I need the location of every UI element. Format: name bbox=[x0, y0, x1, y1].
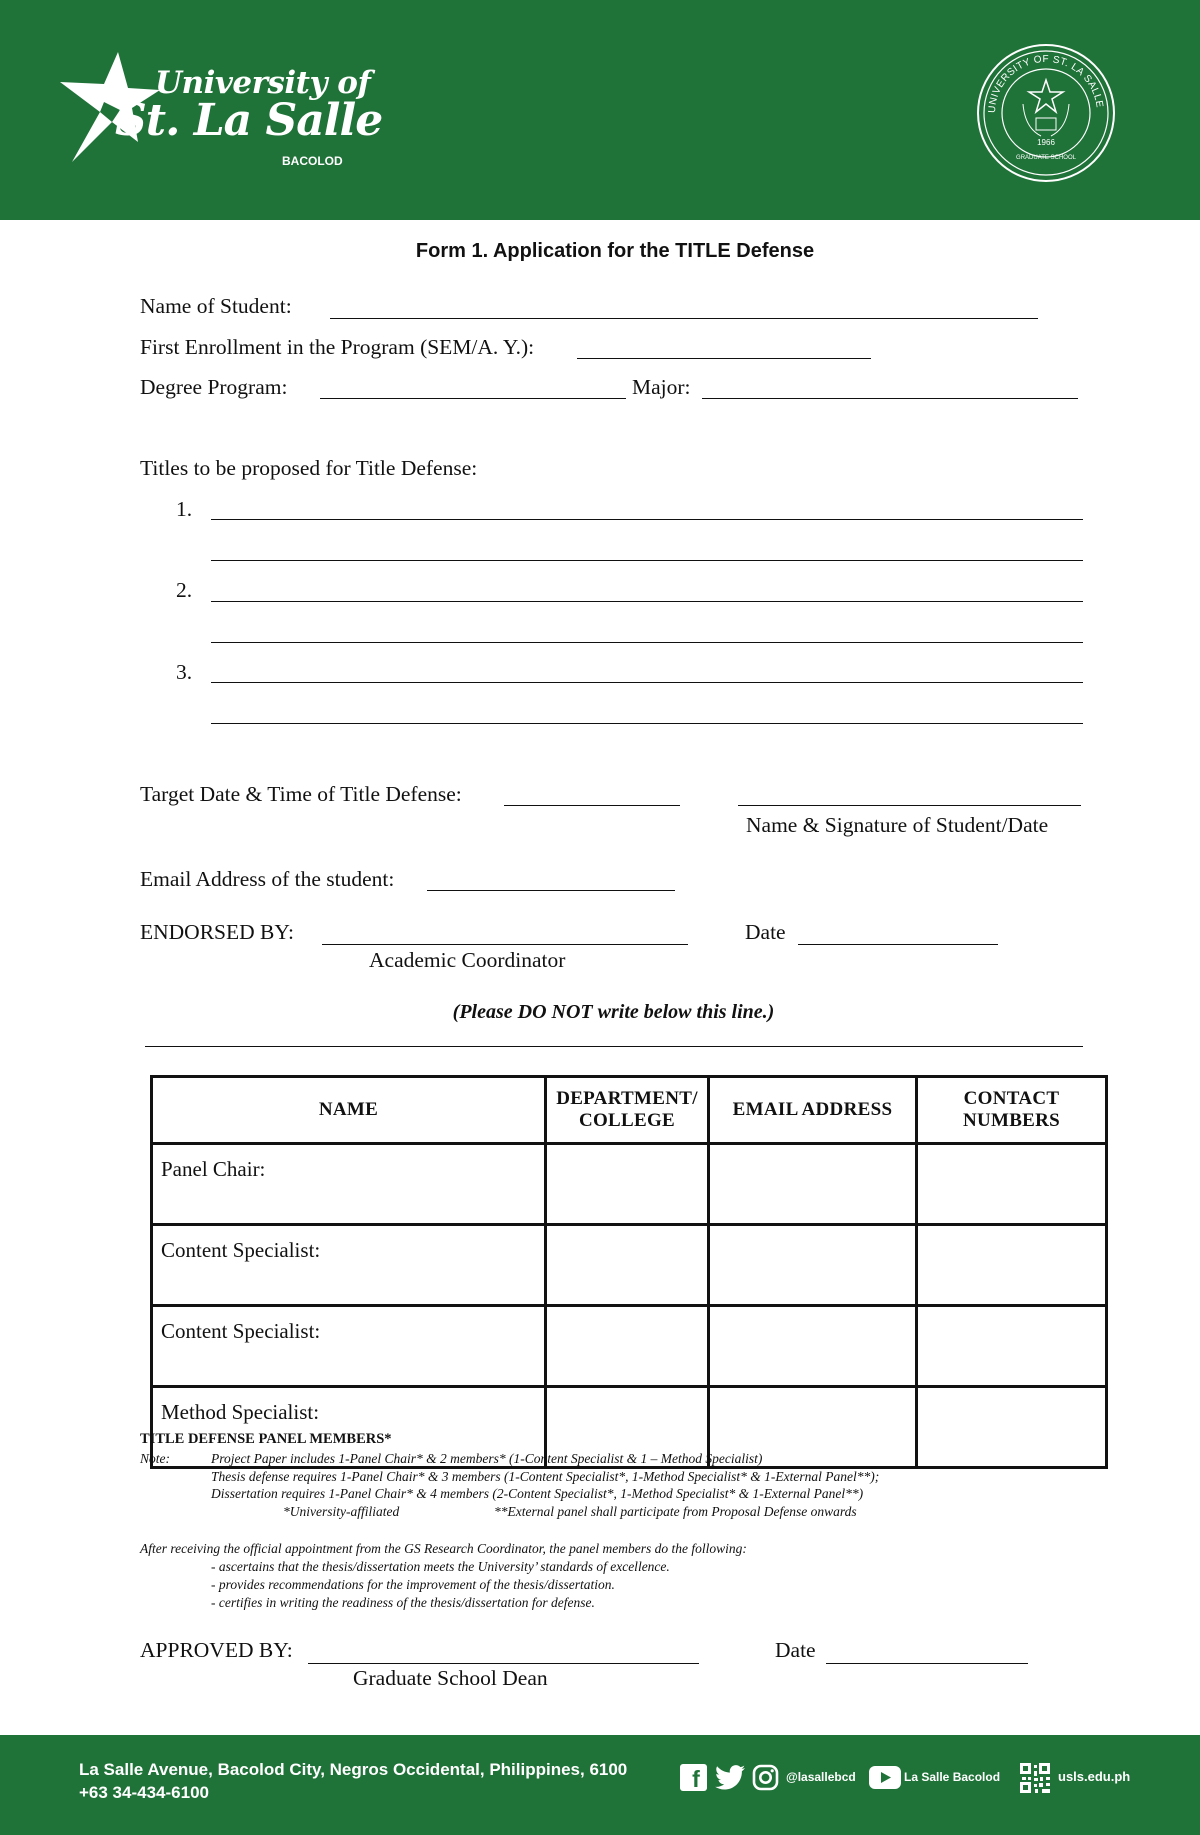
note-line-thesis: Thesis defense requires 1-Panel Chair* & 3 members (1-Content Specialist*, 1-Method Specialist* & 1-External Panel**); bbox=[211, 1469, 880, 1484]
social-handle[interactable]: @lasallebcd bbox=[786, 1770, 856, 1784]
table-row bbox=[152, 1225, 1107, 1306]
after-appointment-text: After receiving the official appointment from the GS Research Coordinator, the panel members do the following: bbox=[140, 1541, 747, 1556]
header-banner bbox=[0, 0, 1200, 220]
footer-address: La Salle Avenue, Bacolod City, Negros Occidental, Philippines, 6100 bbox=[79, 1760, 628, 1779]
graduate-school-seal-icon bbox=[975, 42, 1117, 184]
target-date-label: Target Date & Time of Title Defense: bbox=[140, 782, 462, 806]
department-cell[interactable] bbox=[546, 1306, 709, 1387]
approved-by-field[interactable] bbox=[308, 1663, 699, 1664]
seal-ring-text: UNIVERSITY OF ST. LA SALLE bbox=[986, 53, 1105, 114]
contact-cell[interactable] bbox=[917, 1144, 1107, 1225]
degree-program-label: Degree Program: bbox=[140, 375, 288, 399]
title-number-1: 1. bbox=[176, 497, 193, 521]
form-title: Form 1. Application for the TITLE Defense bbox=[415, 240, 815, 262]
twitter-icon[interactable] bbox=[715, 1765, 745, 1790]
youtube-icon[interactable] bbox=[869, 1766, 901, 1789]
title-1-line-2[interactable] bbox=[211, 560, 1083, 561]
seal-bottom-text: GRADUATE SCHOOL bbox=[1016, 155, 1076, 161]
titles-proposed-label: Titles to be proposed for Title Defense: bbox=[140, 456, 478, 480]
endorsed-by-field[interactable] bbox=[322, 944, 688, 945]
target-date-field[interactable] bbox=[504, 805, 680, 806]
header-department-college: DEPARTMENT/ COLLEGE bbox=[546, 1077, 709, 1144]
note-line-project-paper: Project Paper includes 1-Panel Chair* & 2 members* (1-Content Specialist & 1 – Method Specialist) bbox=[211, 1451, 763, 1466]
seal-year: 1966 bbox=[1037, 138, 1055, 147]
endorsed-by-label: ENDORSED BY: bbox=[140, 920, 294, 944]
logo-line-university: University of bbox=[155, 65, 371, 101]
graduate-school-dean-caption: Graduate School Dean bbox=[353, 1666, 548, 1690]
email-cell[interactable] bbox=[709, 1225, 917, 1306]
website-url[interactable]: usls.edu.ph bbox=[1058, 1769, 1131, 1784]
department-cell[interactable] bbox=[546, 1225, 709, 1306]
first-enrollment-field[interactable] bbox=[577, 358, 871, 359]
duty-bullet-1: - ascertains that the thesis/dissertation meets the University’ standards of excellence. bbox=[211, 1559, 670, 1574]
major-field[interactable] bbox=[702, 398, 1078, 399]
major-label: Major: bbox=[632, 375, 691, 399]
email-address-label: Email Address of the student: bbox=[140, 867, 395, 891]
cutoff-divider bbox=[145, 1046, 1083, 1047]
header-contact-numbers: CONTACT NUMBERS bbox=[917, 1077, 1107, 1144]
first-enrollment-label: First Enrollment in the Program (SEM/A. Y.): bbox=[140, 335, 535, 359]
department-cell[interactable] bbox=[546, 1144, 709, 1225]
degree-program-field[interactable] bbox=[320, 398, 626, 399]
footnote-external-panel: **External panel shall participate from Proposal Defense onwards bbox=[494, 1504, 857, 1519]
duty-bullet-2: - provides recommendations for the improvement of the thesis/dissertation. bbox=[211, 1577, 615, 1592]
name-of-student-label: Name of Student: bbox=[140, 294, 292, 318]
title-3-line-1[interactable] bbox=[211, 682, 1083, 683]
footnote-university-affiliated: *University-affiliated bbox=[283, 1504, 400, 1519]
title-1-line-1[interactable] bbox=[211, 519, 1083, 520]
panel-members-table bbox=[150, 1075, 1108, 1469]
academic-coordinator-caption: Academic Coordinator bbox=[369, 948, 566, 972]
panel-chair-cell[interactable]: Panel Chair: bbox=[152, 1144, 546, 1225]
logo-line-bacolod: BACOLOD bbox=[282, 154, 343, 168]
qr-code-icon bbox=[1020, 1763, 1050, 1793]
title-2-line-2[interactable] bbox=[211, 642, 1083, 643]
note-line-dissertation: Dissertation requires 1-Panel Chair* & 4 members (2-Content Specialist*, 1-Method Specialist* & 1-External Panel**) bbox=[211, 1486, 864, 1501]
title-number-3: 3. bbox=[176, 660, 193, 684]
contact-cell[interactable] bbox=[917, 1225, 1107, 1306]
email-address-field[interactable] bbox=[427, 890, 675, 891]
signature-caption: Name & Signature of Student/Date bbox=[746, 813, 1049, 837]
title-2-line-1[interactable] bbox=[211, 601, 1083, 602]
youtube-channel-name[interactable]: La Salle Bacolod bbox=[904, 1770, 1001, 1784]
university-logo bbox=[60, 50, 383, 175]
instagram-icon[interactable] bbox=[752, 1764, 779, 1791]
logo-line-st-la-salle: St. La Salle bbox=[115, 95, 383, 146]
approved-by-label: APPROVED BY: bbox=[140, 1638, 293, 1662]
table-row bbox=[152, 1144, 1107, 1225]
contact-cell[interactable] bbox=[917, 1387, 1107, 1468]
footer-phone: +63 34-434-6100 bbox=[79, 1783, 209, 1802]
name-of-student-field[interactable] bbox=[330, 318, 1038, 319]
email-cell[interactable] bbox=[709, 1306, 917, 1387]
method-specialist-cell[interactable]: Method Specialist: bbox=[152, 1387, 546, 1468]
table-header-row bbox=[152, 1077, 1107, 1144]
panel-members-heading: TITLE DEFENSE PANEL MEMBERS* bbox=[140, 1431, 392, 1447]
title-3-line-2[interactable] bbox=[211, 723, 1083, 724]
endorsed-date-label: Date bbox=[745, 920, 786, 944]
facebook-icon[interactable]: f bbox=[680, 1764, 707, 1791]
header-email-address: EMAIL ADDRESS bbox=[709, 1077, 917, 1144]
approval-date-field[interactable] bbox=[826, 1663, 1028, 1664]
header-name: NAME bbox=[152, 1077, 546, 1144]
endorsed-date-field[interactable] bbox=[798, 944, 998, 945]
content-specialist-cell[interactable]: Content Specialist: bbox=[152, 1225, 546, 1306]
do-not-write-notice: (Please DO NOT write below this line.) bbox=[452, 1001, 775, 1023]
contact-cell[interactable] bbox=[917, 1306, 1107, 1387]
content-specialist-cell[interactable]: Content Specialist: bbox=[152, 1306, 546, 1387]
title-number-2: 2. bbox=[176, 578, 193, 602]
email-cell[interactable] bbox=[709, 1144, 917, 1225]
table-row bbox=[152, 1306, 1107, 1387]
note-label: Note: bbox=[140, 1451, 170, 1466]
student-signature-field[interactable] bbox=[738, 805, 1081, 806]
duty-bullet-3: - certifies in writing the readiness of the thesis/dissertation for defense. bbox=[211, 1595, 595, 1610]
footer-banner bbox=[0, 1735, 1200, 1835]
approval-date-label: Date bbox=[775, 1638, 816, 1662]
